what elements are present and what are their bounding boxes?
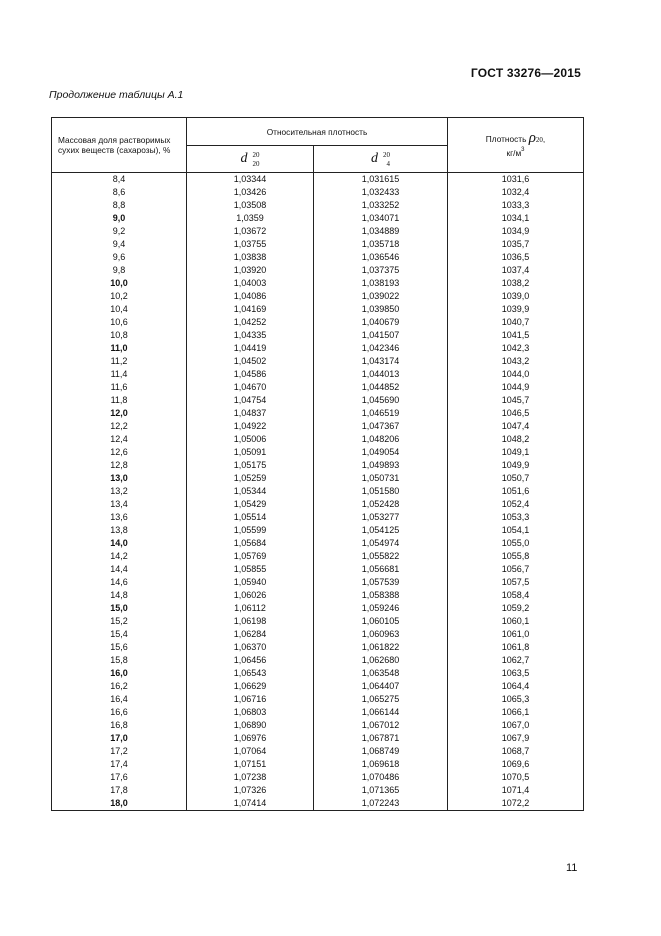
density-cell: 1040,7 — [448, 316, 584, 329]
mass-fraction-cell: 11,2 — [52, 355, 187, 368]
density-cell: 1032,4 — [448, 186, 584, 199]
d20-4-cell: 1,069618 — [314, 758, 448, 771]
table-row — [52, 355, 584, 368]
d20-4-cell: 1,038193 — [314, 277, 448, 290]
mass-fraction-cell: 17,6 — [52, 771, 187, 784]
d20-20-base: d — [240, 151, 248, 166]
mass-fraction-header-line2: сухих веществ (сахарозы), % — [58, 145, 171, 155]
d20-4-cell: 1,051580 — [314, 485, 448, 498]
d20-20-header — [187, 146, 314, 173]
table-row — [52, 550, 584, 563]
density-cell: 1070,5 — [448, 771, 584, 784]
d20-4-cell: 1,059246 — [314, 602, 448, 615]
mass-fraction-cell: 8,4 — [52, 173, 187, 187]
mass-fraction-cell: 9,8 — [52, 264, 187, 277]
mass-fraction-cell: 10,4 — [52, 303, 187, 316]
density-cell: 1065,3 — [448, 693, 584, 706]
table-row — [52, 654, 584, 667]
density-cell: 1037,4 — [448, 264, 584, 277]
mass-fraction-cell: 14,6 — [52, 576, 187, 589]
d20-20-cell: 1,06026 — [187, 589, 314, 602]
density-cell: 1061,8 — [448, 641, 584, 654]
mass-fraction-cell: 9,0 — [52, 212, 187, 225]
table-row — [52, 732, 584, 745]
density-cell: 1069,6 — [448, 758, 584, 771]
table-row — [52, 407, 584, 420]
d20-20-cell: 1,06198 — [187, 615, 314, 628]
table-row — [52, 446, 584, 459]
density-cell: 1071,4 — [448, 784, 584, 797]
table-row — [52, 212, 584, 225]
d20-4-cell: 1,042346 — [314, 342, 448, 355]
table-row — [52, 459, 584, 472]
table-row — [52, 368, 584, 381]
table-row — [52, 186, 584, 199]
d20-20-cell: 1,0359 — [187, 212, 314, 225]
d20-4-cell: 1,058388 — [314, 589, 448, 602]
density-label: Плотность — [485, 133, 527, 144]
d20-4-cell: 1,043174 — [314, 355, 448, 368]
table-row — [52, 771, 584, 784]
density-cell: 1054,1 — [448, 524, 584, 537]
mass-fraction-header — [52, 118, 187, 173]
mass-fraction-cell: 14,2 — [52, 550, 187, 563]
d20-20-cell: 1,06543 — [187, 667, 314, 680]
density-cell: 1063,5 — [448, 667, 584, 680]
d20-20-cell: 1,03672 — [187, 225, 314, 238]
density-cell: 1033,3 — [448, 199, 584, 212]
density-symbol: ρ — [528, 129, 536, 146]
d20-4-cell: 1,044852 — [314, 381, 448, 394]
density-header — [448, 118, 584, 173]
d20-4-cell: 1,052428 — [314, 498, 448, 511]
d20-20-cell: 1,04754 — [187, 394, 314, 407]
table-row — [52, 563, 584, 576]
density-cell: 1052,4 — [448, 498, 584, 511]
mass-fraction-cell: 12,6 — [52, 446, 187, 459]
density-cell: 1051,6 — [448, 485, 584, 498]
d20-4-cell: 1,033252 — [314, 199, 448, 212]
table-row — [52, 264, 584, 277]
d20-4-sub: 4 — [386, 160, 390, 168]
d20-20-cell: 1,06112 — [187, 602, 314, 615]
table-row — [52, 745, 584, 758]
d20-20-cell: 1,04837 — [187, 407, 314, 420]
d20-4-cell: 1,037375 — [314, 264, 448, 277]
table-row — [52, 706, 584, 719]
d20-4-cell: 1,070486 — [314, 771, 448, 784]
mass-fraction-cell: 9,6 — [52, 251, 187, 264]
d20-20-cell: 1,07151 — [187, 758, 314, 771]
d20-20-cell: 1,07326 — [187, 784, 314, 797]
table-row — [52, 251, 584, 264]
mass-fraction-cell: 12,2 — [52, 420, 187, 433]
table-row — [52, 511, 584, 524]
d20-4-cell: 1,040679 — [314, 316, 448, 329]
table-row — [52, 173, 584, 187]
d20-4-cell: 1,049893 — [314, 459, 448, 472]
d20-4-cell: 1,045690 — [314, 394, 448, 407]
mass-fraction-cell: 17,8 — [52, 784, 187, 797]
mass-fraction-cell: 13,2 — [52, 485, 187, 498]
d20-4-cell: 1,032433 — [314, 186, 448, 199]
d20-4-cell: 1,047367 — [314, 420, 448, 433]
d20-20-cell: 1,04419 — [187, 342, 314, 355]
d20-20-cell: 1,04502 — [187, 355, 314, 368]
mass-fraction-header-line1: Массовая доля растворимых — [58, 135, 171, 145]
density-cell: 1062,7 — [448, 654, 584, 667]
d20-20-cell: 1,05769 — [187, 550, 314, 563]
d20-4-cell: 1,036546 — [314, 251, 448, 264]
density-cell: 1059,2 — [448, 602, 584, 615]
mass-fraction-cell: 14,4 — [52, 563, 187, 576]
table-row — [52, 199, 584, 212]
mass-fraction-cell: 10,0 — [52, 277, 187, 290]
mass-fraction-cell: 13,6 — [52, 511, 187, 524]
mass-fraction-cell: 12,4 — [52, 433, 187, 446]
density-cell: 1067,0 — [448, 719, 584, 732]
density-cell: 1050,7 — [448, 472, 584, 485]
table-header — [52, 118, 584, 173]
d20-4-sup: 20 — [383, 151, 390, 159]
d20-20-cell: 1,05514 — [187, 511, 314, 524]
d20-20-cell: 1,03755 — [187, 238, 314, 251]
mass-fraction-cell: 15,6 — [52, 641, 187, 654]
d20-20-cell: 1,05344 — [187, 485, 314, 498]
table-row — [52, 329, 584, 342]
mass-fraction-cell: 17,0 — [52, 732, 187, 745]
d20-20-cell: 1,05940 — [187, 576, 314, 589]
d20-20-cell: 1,04586 — [187, 368, 314, 381]
density-cell: 1058,4 — [448, 589, 584, 602]
table-row — [52, 433, 584, 446]
mass-fraction-cell: 15,2 — [52, 615, 187, 628]
mass-fraction-cell: 11,8 — [52, 394, 187, 407]
d20-4-cell: 1,060105 — [314, 615, 448, 628]
density-comma: , — [542, 133, 546, 144]
d20-4-cell: 1,049054 — [314, 446, 448, 459]
d20-4-cell: 1,054125 — [314, 524, 448, 537]
density-cell: 1045,7 — [448, 394, 584, 407]
d20-4-cell: 1,053277 — [314, 511, 448, 524]
density-symbol-sub: 20 — [535, 135, 543, 144]
density-cell: 1031,6 — [448, 173, 584, 187]
density-cell: 1066,1 — [448, 706, 584, 719]
density-cell: 1035,7 — [448, 238, 584, 251]
table-row — [52, 303, 584, 316]
mass-fraction-cell: 16,8 — [52, 719, 187, 732]
table-row — [52, 628, 584, 641]
d20-20-cell: 1,05006 — [187, 433, 314, 446]
table-row — [52, 784, 584, 797]
mass-fraction-cell: 11,6 — [52, 381, 187, 394]
table-row — [52, 225, 584, 238]
d20-20-cell: 1,04086 — [187, 290, 314, 303]
d20-4-cell: 1,055822 — [314, 550, 448, 563]
d20-20-cell: 1,06890 — [187, 719, 314, 732]
d20-4-cell: 1,039022 — [314, 290, 448, 303]
density-cell: 1042,3 — [448, 342, 584, 355]
density-unit-sup: 3 — [521, 146, 525, 153]
d20-4-cell: 1,054974 — [314, 537, 448, 550]
mass-fraction-cell: 10,2 — [52, 290, 187, 303]
density-cell: 1068,7 — [448, 745, 584, 758]
d20-20-cell: 1,06284 — [187, 628, 314, 641]
mass-fraction-cell: 17,4 — [52, 758, 187, 771]
table-row — [52, 641, 584, 654]
density-cell: 1067,9 — [448, 732, 584, 745]
mass-fraction-cell: 15,8 — [52, 654, 187, 667]
mass-fraction-cell: 17,2 — [52, 745, 187, 758]
density-cell: 1048,2 — [448, 433, 584, 446]
d20-4-cell: 1,063548 — [314, 667, 448, 680]
density-cell: 1053,3 — [448, 511, 584, 524]
density-cell: 1043,2 — [448, 355, 584, 368]
d20-4-cell: 1,065275 — [314, 693, 448, 706]
d20-20-cell: 1,03508 — [187, 199, 314, 212]
density-table — [51, 117, 584, 811]
d20-4-cell: 1,050731 — [314, 472, 448, 485]
table-row — [52, 602, 584, 615]
table-row — [52, 589, 584, 602]
d20-20-cell: 1,05684 — [187, 537, 314, 550]
d20-20-cell: 1,03838 — [187, 251, 314, 264]
d20-4-cell: 1,044013 — [314, 368, 448, 381]
mass-fraction-cell: 14,0 — [52, 537, 187, 550]
mass-fraction-cell: 12,8 — [52, 459, 187, 472]
d20-20-cell: 1,06976 — [187, 732, 314, 745]
table-row — [52, 316, 584, 329]
d20-4-cell: 1,064407 — [314, 680, 448, 693]
d20-4-cell: 1,035718 — [314, 238, 448, 251]
mass-fraction-cell: 15,4 — [52, 628, 187, 641]
d20-20-cell: 1,07238 — [187, 771, 314, 784]
table-row — [52, 420, 584, 433]
density-cell: 1049,1 — [448, 446, 584, 459]
mass-fraction-cell: 9,2 — [52, 225, 187, 238]
density-cell: 1060,1 — [448, 615, 584, 628]
d20-4-cell: 1,067012 — [314, 719, 448, 732]
table-row — [52, 680, 584, 693]
mass-fraction-cell: 16,6 — [52, 706, 187, 719]
mass-fraction-cell: 15,0 — [52, 602, 187, 615]
d20-20-cell: 1,04922 — [187, 420, 314, 433]
d20-20-cell: 1,05175 — [187, 459, 314, 472]
density-cell: 1034,9 — [448, 225, 584, 238]
document-code: ГОСТ 33276—2015 — [470, 66, 581, 80]
density-cell: 1044,0 — [448, 368, 584, 381]
d20-20-cell: 1,06456 — [187, 654, 314, 667]
d20-4-cell: 1,060963 — [314, 628, 448, 641]
density-cell: 1044,9 — [448, 381, 584, 394]
density-cell: 1056,7 — [448, 563, 584, 576]
table-row — [52, 238, 584, 251]
d20-4-cell: 1,039850 — [314, 303, 448, 316]
d20-20-sub: 20 — [252, 160, 260, 168]
density-cell: 1047,4 — [448, 420, 584, 433]
d20-4-header — [314, 146, 448, 173]
d20-20-cell: 1,04670 — [187, 381, 314, 394]
d20-4-cell: 1,072243 — [314, 797, 448, 811]
mass-fraction-cell: 13,4 — [52, 498, 187, 511]
d20-4-cell: 1,041507 — [314, 329, 448, 342]
mass-fraction-cell: 16,0 — [52, 667, 187, 680]
d20-4-cell: 1,031615 — [314, 173, 448, 187]
mass-fraction-cell: 10,8 — [52, 329, 187, 342]
d20-20-cell: 1,03920 — [187, 264, 314, 277]
mass-fraction-cell: 10,6 — [52, 316, 187, 329]
table-row — [52, 277, 584, 290]
density-cell: 1038,2 — [448, 277, 584, 290]
table-row — [52, 524, 584, 537]
table-row — [52, 719, 584, 732]
mass-fraction-cell: 13,8 — [52, 524, 187, 537]
d20-20-cell: 1,05259 — [187, 472, 314, 485]
d20-4-cell: 1,071365 — [314, 784, 448, 797]
mass-fraction-cell: 11,0 — [52, 342, 187, 355]
table-row — [52, 381, 584, 394]
d20-20-cell: 1,05599 — [187, 524, 314, 537]
d20-20-cell: 1,05855 — [187, 563, 314, 576]
d20-4-cell: 1,034889 — [314, 225, 448, 238]
table-row — [52, 290, 584, 303]
mass-fraction-cell: 8,6 — [52, 186, 187, 199]
table-row — [52, 667, 584, 680]
mass-fraction-cell: 12,0 — [52, 407, 187, 420]
table-row — [52, 394, 584, 407]
d20-20-cell: 1,04252 — [187, 316, 314, 329]
d20-4-cell: 1,067871 — [314, 732, 448, 745]
table-row — [52, 485, 584, 498]
mass-fraction-cell: 13,0 — [52, 472, 187, 485]
density-cell: 1041,5 — [448, 329, 584, 342]
mass-fraction-cell: 8,8 — [52, 199, 187, 212]
table-caption: Продолжение таблицы А.1 — [49, 89, 184, 101]
density-cell: 1039,9 — [448, 303, 584, 316]
d20-20-cell: 1,06370 — [187, 641, 314, 654]
d20-4-cell: 1,057539 — [314, 576, 448, 589]
table-row — [52, 758, 584, 771]
density-cell: 1057,5 — [448, 576, 584, 589]
table-row — [52, 693, 584, 706]
d20-4-cell: 1,062680 — [314, 654, 448, 667]
d20-20-cell: 1,06629 — [187, 680, 314, 693]
d20-20-cell: 1,03426 — [187, 186, 314, 199]
d20-20-cell: 1,03344 — [187, 173, 314, 187]
page-number: 11 — [566, 862, 578, 874]
density-unit: кг/м — [506, 147, 522, 158]
d20-20-sup: 20 — [252, 151, 260, 159]
d20-20-cell: 1,07064 — [187, 745, 314, 758]
d20-20-cell: 1,05429 — [187, 498, 314, 511]
d20-20-cell: 1,05091 — [187, 446, 314, 459]
density-cell: 1046,5 — [448, 407, 584, 420]
d20-20-cell: 1,04003 — [187, 277, 314, 290]
mass-fraction-cell: 14,8 — [52, 589, 187, 602]
density-cell: 1061,0 — [448, 628, 584, 641]
relative-density-header: Относительная плотность — [187, 118, 448, 146]
mass-fraction-cell: 16,4 — [52, 693, 187, 706]
d20-4-cell: 1,034071 — [314, 212, 448, 225]
d20-4-cell: 1,046519 — [314, 407, 448, 420]
table-body — [52, 173, 584, 811]
density-cell: 1036,5 — [448, 251, 584, 264]
table-row — [52, 797, 584, 811]
density-cell: 1055,0 — [448, 537, 584, 550]
d20-4-cell: 1,066144 — [314, 706, 448, 719]
d20-4-cell: 1,056681 — [314, 563, 448, 576]
table-row — [52, 472, 584, 485]
mass-fraction-cell: 9,4 — [52, 238, 187, 251]
d20-20-cell: 1,06716 — [187, 693, 314, 706]
density-cell: 1049,9 — [448, 459, 584, 472]
table-row — [52, 498, 584, 511]
density-cell: 1064,4 — [448, 680, 584, 693]
table-row — [52, 615, 584, 628]
mass-fraction-cell: 11,4 — [52, 368, 187, 381]
density-cell: 1039,0 — [448, 290, 584, 303]
mass-fraction-cell: 16,2 — [52, 680, 187, 693]
mass-fraction-cell: 18,0 — [52, 797, 187, 811]
d20-20-cell: 1,07414 — [187, 797, 314, 811]
density-cell: 1072,2 — [448, 797, 584, 811]
table-row — [52, 537, 584, 550]
density-cell: 1055,8 — [448, 550, 584, 563]
d20-4-base: d — [371, 151, 378, 166]
d20-20-cell: 1,04335 — [187, 329, 314, 342]
d20-20-cell: 1,04169 — [187, 303, 314, 316]
d20-4-cell: 1,048206 — [314, 433, 448, 446]
d20-4-cell: 1,061822 — [314, 641, 448, 654]
d20-4-cell: 1,068749 — [314, 745, 448, 758]
density-cell: 1034,1 — [448, 212, 584, 225]
table-row — [52, 576, 584, 589]
d20-20-cell: 1,06803 — [187, 706, 314, 719]
table-row — [52, 342, 584, 355]
